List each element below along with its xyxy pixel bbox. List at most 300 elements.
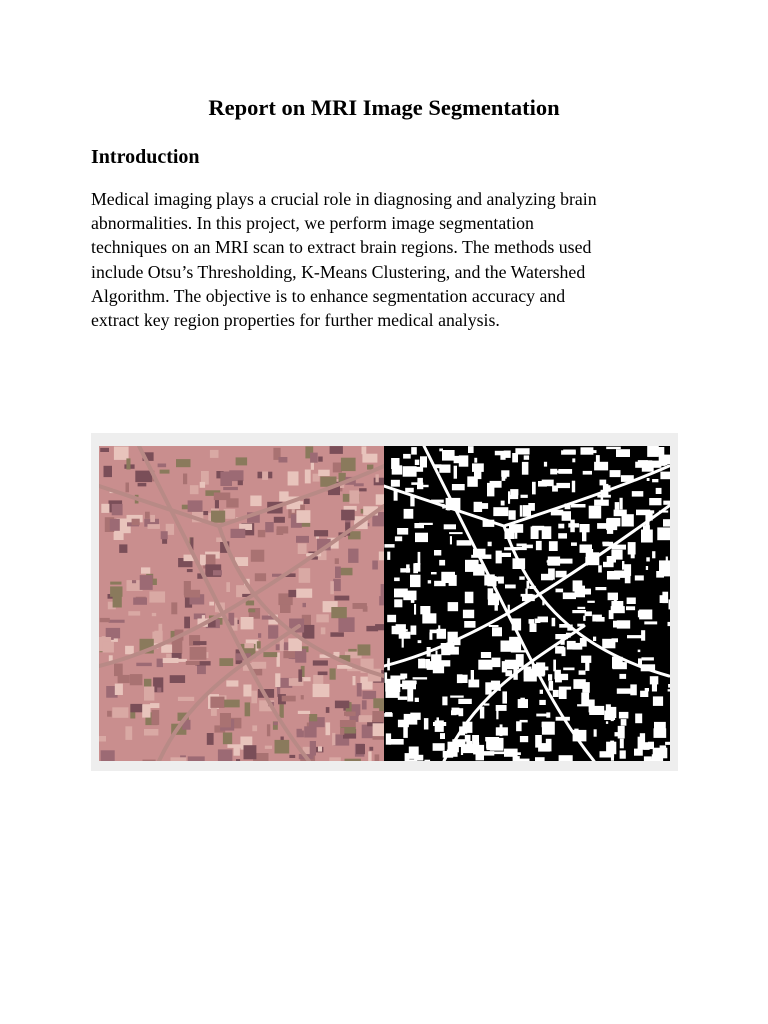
photo-texture-patch xyxy=(353,676,356,685)
introduction-heading: Introduction xyxy=(91,146,200,168)
binary-texture-patch xyxy=(536,714,548,717)
binary-texture-patch xyxy=(613,662,627,669)
photo-texture-patch xyxy=(145,512,150,519)
binary-texture-patch xyxy=(492,627,502,636)
binary-segmentation-panel xyxy=(384,446,670,761)
binary-texture-patch xyxy=(558,533,567,538)
photo-texture-patch xyxy=(349,490,359,503)
binary-texture-patch xyxy=(522,462,529,475)
photo-texture-patch xyxy=(157,688,161,693)
binary-texture-patch xyxy=(386,691,400,698)
photo-texture-patch xyxy=(344,712,356,716)
binary-texture-patch xyxy=(663,519,670,526)
binary-texture-patch xyxy=(619,712,629,719)
binary-texture-patch xyxy=(439,560,445,566)
photo-texture-patch xyxy=(200,555,206,566)
photo-texture-patch xyxy=(223,487,238,490)
binary-texture-patch xyxy=(399,629,404,632)
photo-texture-patch xyxy=(265,746,272,749)
binary-texture-patch xyxy=(542,526,552,539)
binary-texture-patch xyxy=(397,528,408,535)
binary-texture-patch xyxy=(652,754,663,761)
photo-texture-patch xyxy=(243,685,251,697)
photo-texture-patch xyxy=(369,747,373,751)
photo-texture-patch xyxy=(190,485,199,494)
binary-texture-patch xyxy=(449,532,463,534)
photo-texture-patch xyxy=(210,697,224,708)
photo-texture-patch xyxy=(333,579,341,591)
binary-texture-patch xyxy=(524,669,537,682)
photo-texture-patch xyxy=(219,658,233,666)
photo-texture-patch xyxy=(258,633,261,638)
photo-texture-patch xyxy=(275,740,290,754)
binary-texture-patch xyxy=(585,611,592,616)
photo-texture-patch xyxy=(132,519,140,526)
binary-texture-patch xyxy=(442,450,455,461)
photo-texture-patch xyxy=(209,602,214,606)
photo-texture-patch xyxy=(262,472,268,480)
binary-texture-patch xyxy=(638,737,644,750)
binary-texture-patch xyxy=(404,509,414,519)
binary-texture-patch xyxy=(529,619,535,624)
binary-texture-patch xyxy=(548,674,552,681)
photo-texture-patch xyxy=(283,651,295,658)
photo-texture-patch xyxy=(356,744,365,754)
photo-texture-patch xyxy=(338,617,354,632)
binary-texture-patch xyxy=(646,566,648,570)
binary-texture-patch xyxy=(517,544,527,547)
photo-texture-patch xyxy=(280,704,284,718)
photo-texture-patch xyxy=(318,672,328,676)
binary-texture-patch xyxy=(395,536,402,541)
photo-texture-patch xyxy=(223,733,232,745)
photo-texture-patch xyxy=(273,722,278,725)
binary-texture-patch xyxy=(643,525,650,535)
binary-texture-patch xyxy=(429,632,432,639)
photo-texture-patch xyxy=(292,509,295,513)
binary-texture-patch xyxy=(538,617,549,623)
photo-texture-patch xyxy=(298,669,302,681)
binary-texture-patch xyxy=(516,721,522,731)
photo-texture-patch xyxy=(211,511,225,523)
binary-texture-patch xyxy=(452,484,465,490)
binary-texture-patch xyxy=(462,675,468,683)
binary-texture-patch xyxy=(559,560,561,562)
photo-texture-patch xyxy=(118,675,130,683)
photo-texture-patch xyxy=(197,666,206,675)
binary-texture-patch xyxy=(394,599,402,607)
binary-texture-patch xyxy=(606,704,611,712)
binary-texture-patch xyxy=(480,707,484,719)
photo-texture-patch xyxy=(316,614,329,622)
photo-texture-patch xyxy=(251,550,264,562)
photo-texture-patch xyxy=(275,673,280,687)
binary-texture-patch xyxy=(474,502,483,512)
photo-texture-patch xyxy=(289,755,295,758)
binary-texture-patch xyxy=(613,621,625,628)
photo-texture-patch xyxy=(358,644,371,655)
photo-texture-patch xyxy=(333,463,342,473)
binary-texture-patch xyxy=(555,670,561,680)
binary-texture-patch xyxy=(424,760,430,761)
photo-texture-patch xyxy=(326,707,330,713)
photo-texture-patch xyxy=(330,446,343,454)
binary-texture-patch xyxy=(628,542,636,554)
paragraph-line: extract key region properties for further medical analysis. xyxy=(91,310,500,331)
binary-texture-patch xyxy=(485,682,491,694)
binary-texture-patch xyxy=(438,625,440,631)
binary-texture-patch xyxy=(465,735,471,742)
photo-texture-patch xyxy=(171,602,177,614)
photo-texture-patch xyxy=(330,581,334,594)
photo-texture-patch xyxy=(335,701,349,709)
binary-texture-patch xyxy=(482,555,492,559)
photo-texture-patch xyxy=(267,724,270,736)
binary-texture-patch xyxy=(448,602,459,611)
photo-texture-patch xyxy=(126,483,130,493)
binary-texture-patch xyxy=(656,571,664,578)
binary-texture-patch xyxy=(419,523,433,525)
photo-texture-patch xyxy=(190,647,207,660)
binary-texture-patch xyxy=(405,629,408,631)
photo-texture-patch xyxy=(160,470,170,474)
binary-texture-patch xyxy=(656,488,662,494)
binary-texture-patch xyxy=(563,450,576,454)
binary-texture-patch xyxy=(403,466,417,477)
binary-texture-patch xyxy=(558,524,564,529)
binary-texture-patch xyxy=(414,604,416,615)
binary-texture-patch xyxy=(394,578,400,582)
binary-texture-patch xyxy=(459,708,464,716)
binary-texture-patch xyxy=(514,752,521,755)
photo-texture-patch xyxy=(136,663,152,666)
binary-texture-patch xyxy=(635,575,644,580)
binary-texture-patch xyxy=(662,592,668,603)
binary-texture-patch xyxy=(395,679,400,692)
photo-texture-patch xyxy=(359,488,367,491)
photo-texture-patch xyxy=(313,684,330,697)
binary-texture-patch xyxy=(609,610,614,619)
photo-texture-patch xyxy=(144,729,158,736)
binary-texture-patch xyxy=(420,456,427,467)
photo-texture-patch xyxy=(186,661,200,665)
binary-texture-patch xyxy=(669,599,671,609)
photo-texture-patch xyxy=(161,531,168,539)
binary-texture-patch xyxy=(621,719,627,726)
photo-texture-patch xyxy=(335,558,339,564)
binary-texture-patch xyxy=(589,706,604,715)
photo-texture-patch xyxy=(311,463,314,470)
photo-texture-patch xyxy=(144,687,154,701)
photo-texture-patch xyxy=(268,625,278,638)
binary-texture-patch xyxy=(520,698,525,704)
photo-texture-patch xyxy=(251,691,257,704)
paragraph-line: Algorithm. The objective is to enhance segmentation accuracy and xyxy=(91,285,566,306)
binary-texture-patch xyxy=(611,718,614,721)
photo-texture-patch xyxy=(313,660,328,665)
binary-texture-patch xyxy=(608,593,618,601)
photo-texture-patch xyxy=(170,675,185,683)
binary-texture-patch xyxy=(583,616,585,621)
binary-texture-patch xyxy=(502,661,507,672)
binary-texture-patch xyxy=(563,668,574,671)
photo-texture-patch xyxy=(193,641,206,645)
binary-texture-patch xyxy=(644,742,650,750)
binary-texture-patch xyxy=(478,660,492,670)
binary-texture-patch xyxy=(553,690,559,697)
photo-texture-patch xyxy=(276,529,283,535)
binary-texture-patch xyxy=(536,541,542,550)
binary-texture-patch xyxy=(593,637,596,641)
binary-texture-patch xyxy=(652,479,658,482)
photo-texture-patch xyxy=(125,646,134,655)
photo-texture-patch xyxy=(207,733,214,745)
binary-texture-patch xyxy=(403,591,416,601)
binary-texture-patch xyxy=(657,527,670,540)
photo-texture-patch xyxy=(224,509,236,519)
binary-texture-patch xyxy=(392,465,403,474)
binary-texture-patch xyxy=(400,568,410,572)
photo-texture-patch xyxy=(376,474,379,482)
binary-texture-patch xyxy=(600,751,615,757)
binary-texture-patch xyxy=(415,460,420,465)
binary-texture-patch xyxy=(539,700,546,705)
binary-texture-patch xyxy=(647,478,650,481)
binary-texture-patch xyxy=(538,481,547,487)
binary-texture-patch xyxy=(580,524,590,532)
binary-texture-patch xyxy=(572,610,586,613)
photo-texture-patch xyxy=(152,613,156,616)
binary-texture-patch xyxy=(581,656,591,663)
paragraph-line: techniques on an MRI scan to extract brain regions. The methods used xyxy=(91,237,592,258)
photo-texture-patch xyxy=(133,598,147,605)
binary-texture-patch xyxy=(606,721,608,724)
binary-texture-patch xyxy=(454,466,457,479)
binary-texture-patch xyxy=(509,495,518,499)
binary-texture-patch xyxy=(571,542,577,546)
binary-texture-patch xyxy=(618,726,625,739)
photo-texture-patch xyxy=(310,741,316,756)
binary-texture-patch xyxy=(587,450,596,453)
photo-texture-patch xyxy=(263,652,277,657)
binary-texture-patch xyxy=(606,447,621,449)
photo-texture-patch xyxy=(103,642,114,653)
binary-texture-patch xyxy=(660,472,670,480)
binary-texture-patch xyxy=(610,470,621,477)
paragraph-line: include Otsu’s Thresholding, K-Means Clustering, and the Watershed xyxy=(91,261,586,282)
binary-texture-patch xyxy=(457,674,463,683)
photo-texture-patch xyxy=(362,454,377,463)
photo-texture-patch xyxy=(231,529,246,538)
photo-texture-patch xyxy=(321,627,326,634)
photo-texture-patch xyxy=(330,668,336,679)
photo-texture-patch xyxy=(163,658,179,663)
binary-texture-patch xyxy=(640,691,648,697)
binary-texture-patch xyxy=(620,498,623,510)
photo-texture-patch xyxy=(372,711,385,722)
binary-texture-patch xyxy=(509,524,523,533)
binary-texture-patch xyxy=(571,504,586,508)
photo-texture-patch xyxy=(213,570,222,575)
binary-texture-patch xyxy=(485,737,499,741)
photo-texture-patch xyxy=(345,759,361,761)
photo-texture-patch xyxy=(119,544,127,553)
binary-texture-patch xyxy=(651,447,664,456)
binary-texture-patch xyxy=(563,593,576,600)
binary-texture-patch xyxy=(644,621,657,624)
binary-texture-patch xyxy=(450,536,452,544)
binary-texture-patch xyxy=(597,495,611,498)
photo-texture-patch xyxy=(150,515,155,522)
photo-texture-patch xyxy=(112,707,128,718)
photo-texture-patch xyxy=(172,653,182,659)
binary-texture-patch xyxy=(428,580,431,583)
photo-texture-patch xyxy=(210,450,219,458)
photo-texture-patch xyxy=(114,664,123,677)
binary-texture-patch xyxy=(405,488,414,493)
photo-texture-patch xyxy=(362,691,376,699)
photo-texture-patch xyxy=(379,552,384,561)
binary-texture-patch xyxy=(458,699,472,704)
photo-texture-patch xyxy=(224,700,240,708)
photo-texture-patch xyxy=(234,747,240,755)
photo-texture-patch xyxy=(227,744,241,748)
photo-texture-patch xyxy=(245,702,251,716)
binary-texture-patch xyxy=(626,606,635,610)
photo-texture-patch xyxy=(296,589,312,598)
photo-texture-patch xyxy=(188,756,205,761)
photo-texture-patch xyxy=(341,458,356,471)
binary-texture-patch xyxy=(594,462,608,471)
binary-texture-patch xyxy=(607,571,620,580)
photo-texture-patch xyxy=(326,722,331,735)
binary-texture-patch xyxy=(402,680,416,689)
binary-texture-patch xyxy=(594,729,597,736)
binary-texture-patch xyxy=(653,696,663,706)
binary-texture-patch xyxy=(433,743,445,751)
binary-texture-patch xyxy=(496,551,502,564)
binary-texture-patch xyxy=(540,690,543,694)
binary-texture-patch xyxy=(403,454,411,459)
binary-texture-patch xyxy=(410,575,421,587)
photo-texture-patch xyxy=(244,745,257,759)
photo-texture-patch xyxy=(138,483,147,487)
binary-texture-patch xyxy=(619,674,626,679)
photo-texture-patch xyxy=(282,696,296,702)
binary-texture-patch xyxy=(666,557,668,568)
binary-texture-patch xyxy=(630,684,637,695)
binary-texture-patch xyxy=(405,753,410,761)
photo-texture-patch xyxy=(157,659,163,668)
binary-texture-patch xyxy=(546,739,552,752)
binary-texture-patch xyxy=(559,755,573,761)
binary-texture-patch xyxy=(410,713,420,720)
binary-texture-patch xyxy=(581,693,589,706)
binary-texture-patch xyxy=(512,453,518,462)
photo-texture-patch xyxy=(101,750,115,761)
binary-texture-patch xyxy=(440,733,445,739)
binary-texture-patch xyxy=(449,575,457,586)
photo-texture-patch xyxy=(341,510,355,521)
binary-texture-patch xyxy=(510,489,518,495)
photo-texture-patch xyxy=(298,711,310,714)
binary-texture-patch xyxy=(418,552,421,565)
binary-texture-patch xyxy=(411,626,417,635)
photo-texture-patch xyxy=(331,607,347,618)
photo-texture-patch xyxy=(280,605,291,613)
binary-texture-patch xyxy=(498,577,504,584)
photo-texture-patch xyxy=(340,728,344,735)
binary-texture-patch xyxy=(520,720,528,723)
photo-texture-patch xyxy=(298,543,307,554)
photo-texture-patch xyxy=(110,582,121,585)
binary-texture-patch xyxy=(559,687,567,699)
binary-texture-patch xyxy=(579,670,586,674)
photo-texture-patch xyxy=(236,457,248,465)
photo-texture-patch xyxy=(188,500,203,512)
binary-texture-patch xyxy=(496,707,498,720)
photo-texture-patch xyxy=(274,517,285,523)
photo-texture-patch xyxy=(314,530,328,536)
binary-texture-patch xyxy=(600,480,607,486)
binary-texture-patch xyxy=(391,480,400,487)
binary-texture-patch xyxy=(622,514,634,526)
binary-texture-patch xyxy=(511,640,520,648)
binary-texture-patch xyxy=(444,524,456,529)
photo-texture-patch xyxy=(100,618,110,622)
binary-texture-patch xyxy=(418,640,422,643)
photo-texture-patch xyxy=(109,620,125,623)
binary-texture-patch xyxy=(490,481,502,488)
binary-texture-patch xyxy=(641,657,654,660)
binary-texture-patch xyxy=(528,503,535,511)
photo-texture-patch xyxy=(332,733,335,745)
binary-texture-patch xyxy=(668,689,670,691)
binary-texture-patch xyxy=(464,621,475,628)
binary-texture-patch xyxy=(654,722,666,732)
photo-texture-patch xyxy=(296,536,309,543)
photo-texture-patch xyxy=(99,736,106,742)
binary-texture-patch xyxy=(415,533,428,542)
photo-texture-patch xyxy=(187,569,193,572)
binary-texture-patch xyxy=(556,589,564,593)
photo-texture-patch xyxy=(353,603,367,609)
binary-texture-patch xyxy=(387,615,396,622)
binary-texture-patch xyxy=(580,549,593,553)
binary-texture-patch xyxy=(457,540,472,545)
binary-texture-patch xyxy=(627,635,642,638)
binary-texture-patch xyxy=(472,735,479,745)
photo-texture-patch xyxy=(301,695,304,699)
photo-texture-patch xyxy=(114,531,124,541)
binary-texture-patch xyxy=(500,455,505,460)
photo-texture-patch xyxy=(296,510,310,523)
photo-texture-patch xyxy=(255,573,266,581)
binary-texture-patch xyxy=(652,551,655,558)
binary-texture-patch xyxy=(484,751,495,756)
photo-texture-patch xyxy=(183,474,187,485)
binary-texture-patch xyxy=(501,501,505,506)
photo-texture-patch xyxy=(348,549,358,563)
binary-texture-patch xyxy=(420,606,430,614)
binary-texture-patch xyxy=(549,541,558,551)
binary-texture-patch xyxy=(646,460,652,468)
binary-texture-patch xyxy=(549,681,554,691)
binary-texture-patch xyxy=(635,714,642,724)
binary-texture-patch xyxy=(474,458,477,463)
segmentation-figure xyxy=(91,433,678,771)
photo-texture-patch xyxy=(252,662,267,669)
